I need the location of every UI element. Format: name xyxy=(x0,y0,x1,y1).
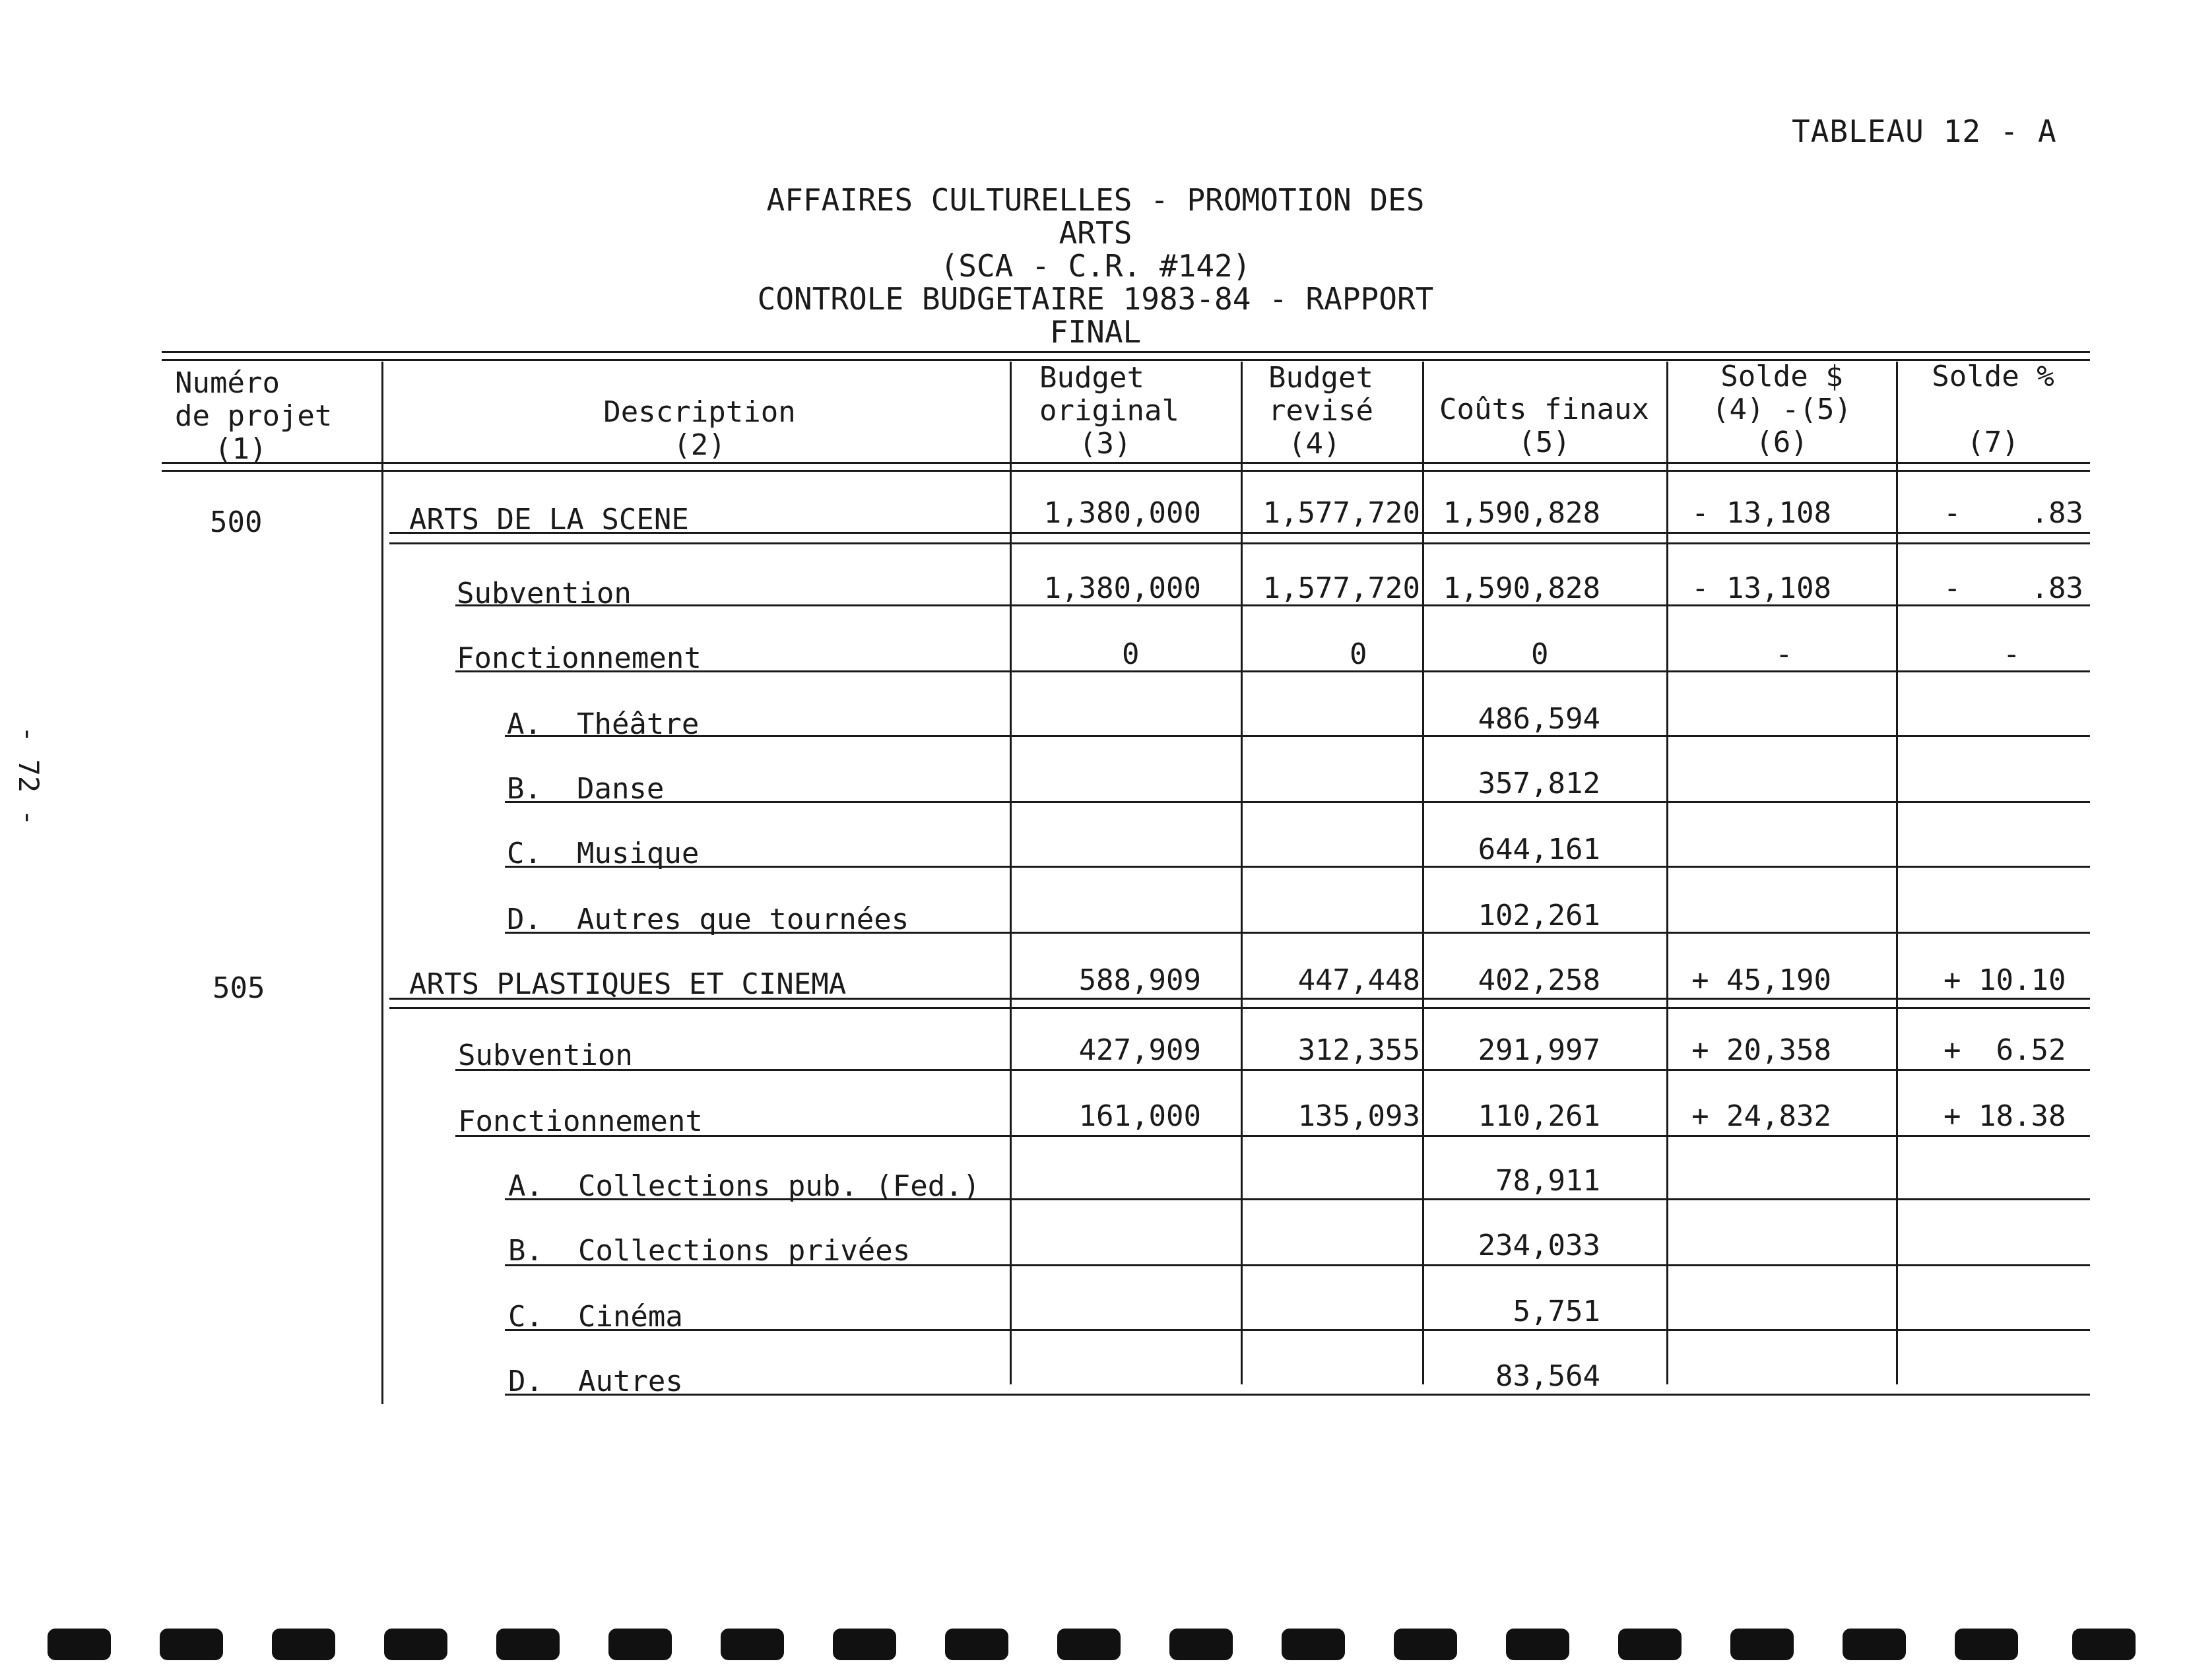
row-rule xyxy=(389,1007,2090,1009)
title-line: AFFAIRES CULTURELLES - PROMOTION DES ARTS xyxy=(766,182,1425,251)
header-text: (6) xyxy=(1755,426,1808,459)
column-divider xyxy=(1896,362,1898,1384)
feed-hole xyxy=(160,1629,223,1660)
header-rule xyxy=(162,462,2090,464)
feed-hole xyxy=(272,1629,335,1660)
cell-original: 1,380,000 xyxy=(1043,496,1201,530)
header-text: (5) xyxy=(1518,426,1571,459)
header-text: original xyxy=(1039,394,1179,428)
feed-hole xyxy=(1506,1629,1569,1660)
cell-solde: - 13,108 xyxy=(1691,571,1831,605)
cell-solde: + 20,358 xyxy=(1691,1033,1831,1067)
cell-couts: 1,590,828 xyxy=(1443,496,1600,530)
cell-couts: 110,261 xyxy=(1478,1099,1600,1133)
cell-revise: 135,093 xyxy=(1297,1099,1420,1133)
cell-description: ARTS PLASTIQUES ET CINEMA xyxy=(409,967,847,1001)
cell-original: 588,909 xyxy=(1078,963,1201,997)
header-text: (4) -(5) xyxy=(1712,393,1852,426)
row-rule xyxy=(505,735,2090,737)
cell-description: D. Autres que tournées xyxy=(507,903,909,936)
feed-hole xyxy=(1843,1629,1906,1660)
feed-hole xyxy=(1169,1629,1233,1660)
page-number: - 72 - xyxy=(13,726,45,826)
cell-description: A. Théâtre xyxy=(507,707,700,741)
cell-revise: 1,577,720 xyxy=(1262,496,1420,530)
cell-pct: - .83 xyxy=(1944,496,2083,530)
header-budget-original xyxy=(1039,362,1179,461)
cell-pct: + 18.38 xyxy=(1944,1099,2066,1133)
feed-hole xyxy=(721,1629,784,1660)
header-text: Solde $ xyxy=(1720,360,1843,393)
feed-hole xyxy=(608,1629,672,1660)
feed-hole xyxy=(1282,1629,1345,1660)
feed-hole xyxy=(2072,1629,2136,1660)
row-rule xyxy=(505,1394,2090,1396)
cell-couts: 486,594 xyxy=(1478,702,1600,736)
header-text: Solde % xyxy=(1932,360,2054,393)
cell-couts: 0 xyxy=(1531,637,1549,671)
title-line: (SCA - C.R. #142) xyxy=(940,248,1251,284)
row-rule xyxy=(389,542,2090,544)
cell-description: Fonctionnement xyxy=(457,641,702,675)
cell-description: B. Collections privées xyxy=(508,1234,911,1268)
header-text: Numéro xyxy=(175,366,280,400)
header-text: Description xyxy=(603,395,796,429)
cell-description: D. Autres xyxy=(508,1365,683,1398)
cell-pct: - xyxy=(2003,637,2021,671)
cell-couts: 402,258 xyxy=(1478,963,1600,997)
feed-hole xyxy=(1955,1629,2018,1660)
title-line: CONTROLE BUDGETAIRE 1983-84 - RAPPORT FINAL xyxy=(757,281,1434,350)
header-text: (2) xyxy=(673,428,726,462)
cell-original: 0 xyxy=(1122,637,1140,671)
header-text: revisé xyxy=(1268,394,1373,428)
feed-hole xyxy=(1394,1629,1457,1660)
document-title xyxy=(726,183,1465,348)
cell-revise: 1,577,720 xyxy=(1262,571,1420,605)
row-rule xyxy=(505,801,2090,803)
column-divider xyxy=(1666,362,1668,1384)
header-rule xyxy=(162,470,2090,472)
header-text: (3) xyxy=(1079,427,1132,461)
cell-couts: 1,590,828 xyxy=(1443,571,1600,605)
cell-projet: 505 xyxy=(212,971,265,1005)
cell-couts: 644,161 xyxy=(1478,833,1600,866)
row-rule xyxy=(505,866,2090,868)
header-text: Budget xyxy=(1268,361,1373,395)
header-text: (4) xyxy=(1288,427,1341,461)
column-divider xyxy=(1010,362,1012,1384)
cell-solde: + 45,190 xyxy=(1691,963,1831,997)
feed-hole xyxy=(833,1629,896,1660)
cell-description: C. Musique xyxy=(507,837,700,870)
cell-pct: + 10.10 xyxy=(1944,963,2066,997)
header-solde-pct xyxy=(1901,360,2085,459)
cell-revise: 0 xyxy=(1350,637,1367,671)
cell-original: 1,380,000 xyxy=(1043,571,1201,605)
column-divider xyxy=(1422,362,1424,1384)
header-text: de projet xyxy=(175,399,333,433)
cell-pct: + 6.52 xyxy=(1944,1033,2066,1067)
cell-solde: - xyxy=(1775,637,1793,671)
cell-couts: 78,911 xyxy=(1495,1164,1600,1198)
header-budget-revise xyxy=(1268,362,1373,461)
header-description xyxy=(389,396,1010,462)
column-divider xyxy=(381,362,383,1404)
cell-original: 427,909 xyxy=(1078,1033,1201,1067)
cell-revise: 447,448 xyxy=(1297,963,1420,997)
cell-couts: 234,033 xyxy=(1478,1229,1600,1262)
cell-pct: - .83 xyxy=(1944,571,2083,605)
cell-description: ARTS DE LA SCENE xyxy=(409,503,689,536)
cell-original: 161,000 xyxy=(1078,1099,1201,1133)
feed-hole xyxy=(496,1629,560,1660)
cell-description: B. Danse xyxy=(507,772,665,806)
top-rule xyxy=(162,351,2090,353)
cell-description: C. Cinéma xyxy=(508,1300,683,1334)
table-reference: TABLEAU 12 - A xyxy=(1792,113,2057,149)
row-rule xyxy=(455,1069,2090,1071)
cell-description: Fonctionnement xyxy=(458,1105,703,1138)
cell-couts: 102,261 xyxy=(1478,899,1600,932)
feed-hole xyxy=(1057,1629,1121,1660)
cell-couts: 83,564 xyxy=(1495,1359,1600,1393)
column-divider xyxy=(1241,362,1243,1384)
cell-couts: 291,997 xyxy=(1478,1033,1600,1067)
header-text: (1) xyxy=(214,432,267,466)
feed-hole xyxy=(48,1629,111,1660)
feed-hole xyxy=(384,1629,447,1660)
header-text: Coûts finaux xyxy=(1439,393,1649,426)
row-rule xyxy=(505,1329,2090,1331)
cell-couts: 5,751 xyxy=(1513,1295,1600,1328)
cell-description: Subvention xyxy=(457,577,632,610)
cell-solde: + 24,832 xyxy=(1691,1099,1831,1133)
header-solde-dollar xyxy=(1670,360,1894,459)
cell-revise: 312,355 xyxy=(1297,1033,1420,1067)
cell-solde: - 13,108 xyxy=(1691,496,1831,530)
cell-projet: 500 xyxy=(210,505,263,539)
feed-hole xyxy=(945,1629,1008,1660)
cell-description: A. Collections pub. (Fed.) xyxy=(508,1169,981,1203)
header-text: Budget xyxy=(1039,361,1144,395)
header-text: (7) xyxy=(1967,426,2019,459)
feed-hole xyxy=(1618,1629,1682,1660)
header-couts-finaux xyxy=(1432,393,1656,459)
header-projet xyxy=(175,367,332,466)
cell-couts: 357,812 xyxy=(1478,767,1600,800)
cell-description: Subvention xyxy=(458,1039,633,1072)
feed-hole xyxy=(1730,1629,1794,1660)
